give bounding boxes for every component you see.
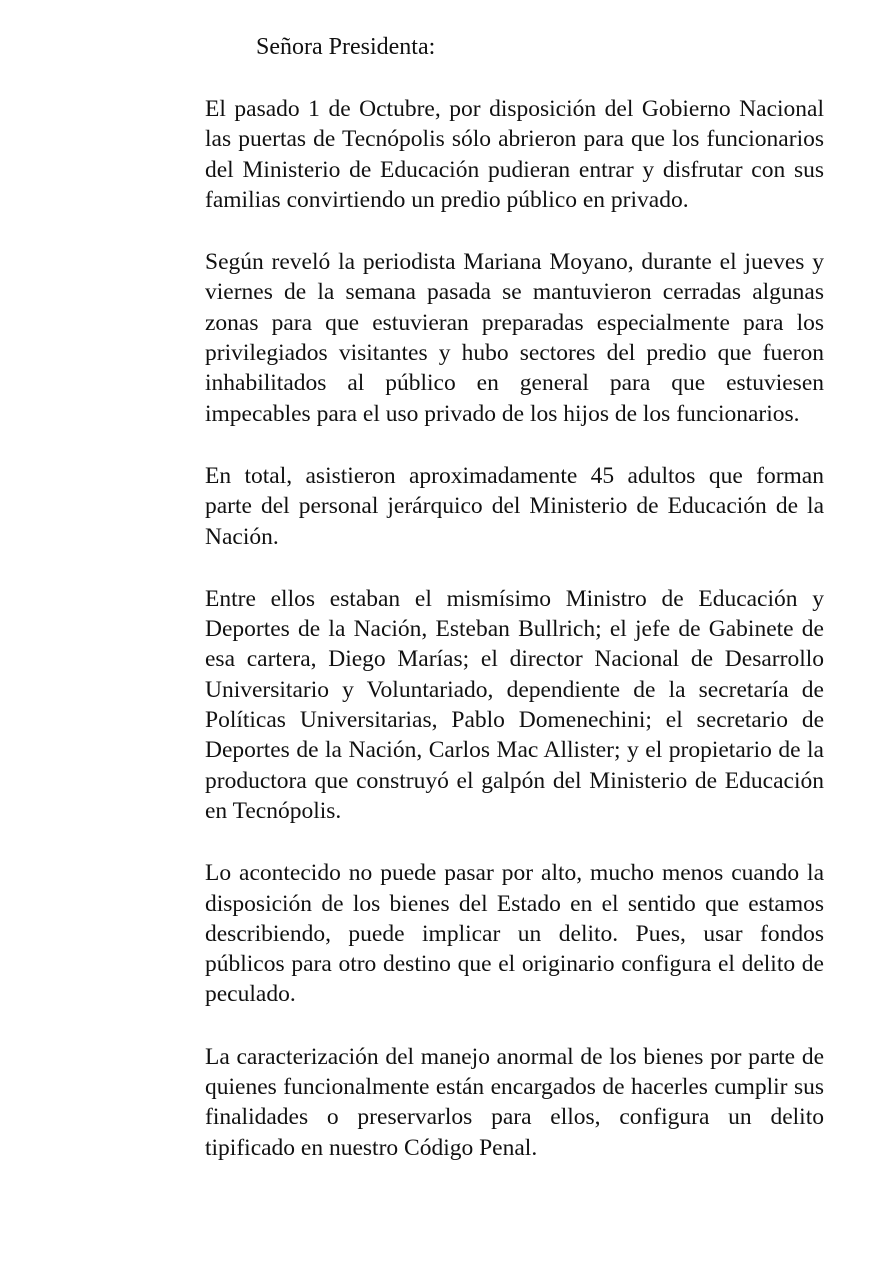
paragraph-1: El pasado 1 de Octubre, por disposición del Gobierno Nacional las puertas de Tecnópolis sólo abrieron para que los funcionarios del Ministerio de Educación pudieran entrar y disfrutar con sus familias convirtiendo un predio público en privado. [205, 96, 824, 213]
paragraph-2: Según reveló la periodista Mariana Moyano, durante el jueves y viernes de la semana pasada se mantuvieron cerradas algunas zonas para que estuvieran preparadas especialmente para los privilegiados visitantes y hubo sectores del predio que fueron inhabilitados al público en general para que estuviesen impecables para el uso privado de los hijos de los funcionarios. [205, 249, 824, 427]
paragraph-3: En total, asistieron aproximadamente 45 adultos que forman parte del personal jerárquico del Ministerio de Educación de la Nación. [205, 462, 824, 550]
paragraph-6: La caracterización del manejo anormal de los bienes por parte de quienes funcionalmente están encargados de hacerles cumplir sus finalidades o preservarlos para ellos, configura un delito tipificado en nuestro Código Penal. [205, 1043, 824, 1161]
paragraph-4: Entre ellos estaban el mismísimo Ministro de Educación y Deportes de la Nación, Esteban Bullrich; el jefe de Gabinete de esa cartera, Diego Marías; el director Nacional de Desarrollo Universitario y Voluntariado, dependiente de la secretaría de Políticas Universitarias, Pablo Domenechini; el secretario de Deportes de la Nación, Carlos Mac Allister; y el propietario de la productora que construyó el galpón del Ministerio de Educación en Tecnópolis. [205, 585, 824, 824]
paragraph-5: Lo acontecido no puede pasar por alto, mucho menos cuando la disposición de los bienes del Estado en el sentido que estamos describiendo, puede implicar un delito. Pues, usar fondos públicos para otro destino que el originario configura el delito de peculado. [205, 860, 824, 1008]
document-body [205, 94, 824, 1195]
salutation: Señora Presidenta: [256, 34, 436, 60]
